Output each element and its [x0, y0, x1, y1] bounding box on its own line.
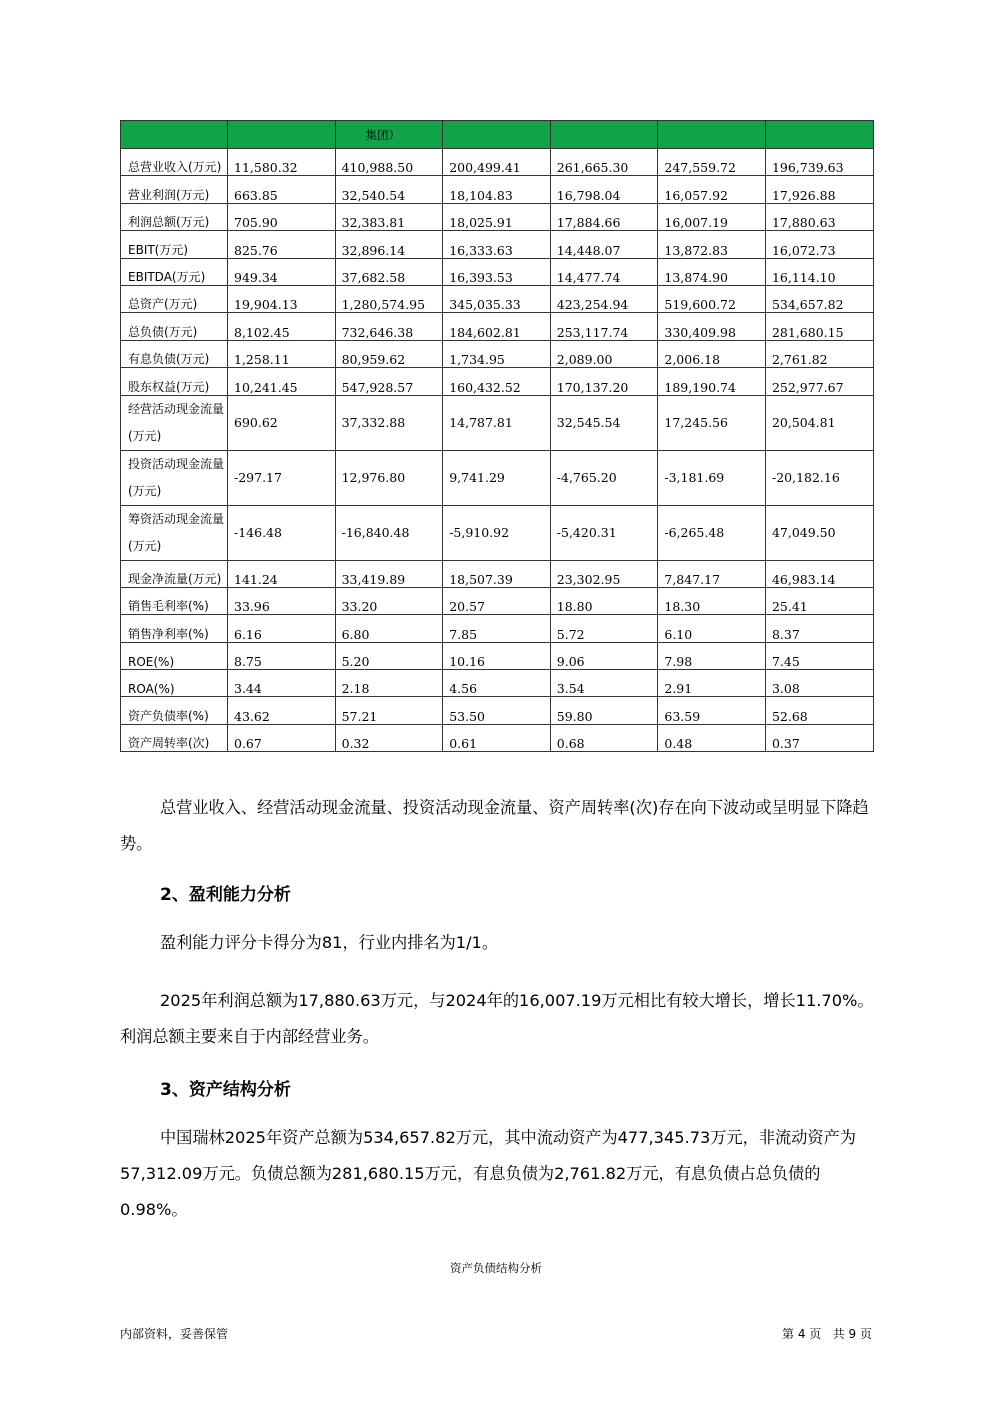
header-cell [121, 121, 228, 149]
table-cell: 19,904.13 [228, 285, 336, 312]
table-cell: 0.32 [335, 724, 443, 751]
profit-paragraph: 2025年利润总额为17,880.63万元，与2024年的16,007.19万元相比有较大增长，增长11.70%。利润总额主要来自于内部经营业务。 [120, 991, 874, 1046]
table-cell: 0.67 [228, 724, 336, 751]
table-cell: 1,280,574.95 [335, 285, 443, 312]
table-cell: 5.20 [335, 642, 443, 669]
table-cell: 253,117.74 [550, 313, 658, 340]
table-cell: 949.34 [228, 258, 336, 285]
table-cell: 43.62 [228, 697, 336, 724]
row-label: 总营业收入(万元) [121, 149, 228, 176]
table-cell: 23,302.95 [550, 560, 658, 587]
table-cell: 0.37 [765, 724, 873, 751]
table-cell: 16,114.10 [765, 258, 873, 285]
row-label: 资产负债率(%) [121, 697, 228, 724]
footer-confidential-note: 内部资料，妥善保管 [120, 1327, 229, 1341]
table-cell: 330,409.98 [658, 313, 766, 340]
table-cell: 37,682.58 [335, 258, 443, 285]
table-cell: 11,580.32 [228, 149, 336, 176]
table-cell: -20,182.16 [765, 450, 873, 505]
table-cell: 252,977.67 [765, 368, 873, 395]
table-row [121, 560, 874, 587]
table-cell: 52.68 [765, 697, 873, 724]
table-cell: 33.20 [335, 587, 443, 614]
table-cell: 9.06 [550, 642, 658, 669]
financial-indicators-table [120, 120, 874, 752]
table-cell: 53.50 [443, 697, 551, 724]
row-label: EBIT(万元) [121, 231, 228, 258]
table-cell: 663.85 [228, 176, 336, 203]
table-cell: 14,477.74 [550, 258, 658, 285]
table-cell: 170,137.20 [550, 368, 658, 395]
table-cell: 3.08 [765, 670, 873, 697]
table-cell: 37,332.88 [335, 395, 443, 450]
table-cell: 17,926.88 [765, 176, 873, 203]
table-cell: 46,983.14 [765, 560, 873, 587]
table-cell: 141.24 [228, 560, 336, 587]
table-cell: 6.80 [335, 615, 443, 642]
row-label: 投资活动现金流量(万元) [121, 450, 228, 505]
table-cell: 7.98 [658, 642, 766, 669]
table-cell: -4,765.20 [550, 450, 658, 505]
header-cell [765, 121, 873, 149]
table-cell: 0.61 [443, 724, 551, 751]
table-cell: 6.16 [228, 615, 336, 642]
table-cell: 20.57 [443, 587, 551, 614]
table-row [121, 368, 874, 395]
row-label: 利润总额(万元) [121, 203, 228, 230]
table-cell: 2.18 [335, 670, 443, 697]
table-row [121, 231, 874, 258]
table-cell: 33,419.89 [335, 560, 443, 587]
table-row [121, 697, 874, 724]
table-cell: 7,847.17 [658, 560, 766, 587]
row-label: 有息负债(万元) [121, 340, 228, 367]
table-cell: 16,057.92 [658, 176, 766, 203]
table-row [121, 285, 874, 312]
table-cell: 59.80 [550, 697, 658, 724]
row-label: 股东权益(万元) [121, 368, 228, 395]
table-cell: 16,007.19 [658, 203, 766, 230]
table-cell: -5,910.92 [443, 505, 551, 560]
row-label: 总资产(万元) [121, 285, 228, 312]
table-row [121, 587, 874, 614]
table-cell: 184,602.81 [443, 313, 551, 340]
table-cell: 6.10 [658, 615, 766, 642]
table-row [121, 258, 874, 285]
table-cell: 410,988.50 [335, 149, 443, 176]
table-cell: 18.80 [550, 587, 658, 614]
table-cell: 189,190.74 [658, 368, 766, 395]
table-cell: 534,657.82 [765, 285, 873, 312]
table-cell: 32,540.54 [335, 176, 443, 203]
table-cell: 10.16 [443, 642, 551, 669]
table-cell: 196,739.63 [765, 149, 873, 176]
table-cell: 8.75 [228, 642, 336, 669]
table-cell: -16,840.48 [335, 505, 443, 560]
summary-paragraph: 总营业收入、经营活动现金流量、投资活动现金流量、资产周转率(次)存在向下波动或呈明显下降趋势。 [120, 798, 869, 853]
table-cell: -5,420.31 [550, 505, 658, 560]
header-cell [658, 121, 766, 149]
table-cell: 17,884.66 [550, 203, 658, 230]
table-cell: 261,665.30 [550, 149, 658, 176]
table-cell: 7.85 [443, 615, 551, 642]
table-cell: 3.54 [550, 670, 658, 697]
table-cell: 547,928.57 [335, 368, 443, 395]
table-cell: 2,761.82 [765, 340, 873, 367]
row-label: ROA(%) [121, 670, 228, 697]
table-cell: 9,741.29 [443, 450, 551, 505]
table-cell: 80,959.62 [335, 340, 443, 367]
table-cell: 825.76 [228, 231, 336, 258]
table-cell: 47,049.50 [765, 505, 873, 560]
table-row [121, 340, 874, 367]
table-row [121, 670, 874, 697]
table-cell: 5.72 [550, 615, 658, 642]
table-row [121, 176, 874, 203]
table-cell: 17,245.56 [658, 395, 766, 450]
header-cell [228, 121, 336, 149]
table-cell: 32,383.81 [335, 203, 443, 230]
table-cell: 18.30 [658, 587, 766, 614]
row-label: 筹资活动现金流量(万元) [121, 505, 228, 560]
table-cell: 2,089.00 [550, 340, 658, 367]
table-cell: 519,600.72 [658, 285, 766, 312]
row-label: ROE(%) [121, 642, 228, 669]
table-cell: 8.37 [765, 615, 873, 642]
table-cell: 16,798.04 [550, 176, 658, 203]
table-cell: 32,896.14 [335, 231, 443, 258]
row-label: 销售净利率(%) [121, 615, 228, 642]
table-cell: 247,559.72 [658, 149, 766, 176]
table-cell: 18,507.39 [443, 560, 551, 587]
table-cell: 0.48 [658, 724, 766, 751]
profitability-score-paragraph: 盈利能力评分卡得分为81，行业内排名为1/1。 [160, 933, 499, 952]
table-cell: 2,006.18 [658, 340, 766, 367]
asset-structure-paragraph: 中国瑞林2025年资产总额为534,657.82万元，其中流动资产为477,345.73万元，非流动资产为57,312.09万元。负债总额为281,680.15万元，有息负债为2,761.82万元，有息负债占总负债的0.98%。 [120, 1128, 856, 1219]
table-cell: -3,181.69 [658, 450, 766, 505]
row-label: 总负债(万元) [121, 313, 228, 340]
table-cell: 16,393.53 [443, 258, 551, 285]
table-cell: 690.62 [228, 395, 336, 450]
table-cell: 18,025.91 [443, 203, 551, 230]
footer-page-number: 第 4 页 共 9 页 [782, 1327, 872, 1341]
table-row [121, 615, 874, 642]
header-cell [550, 121, 658, 149]
table-cell: 705.90 [228, 203, 336, 230]
table-cell: 8,102.45 [228, 313, 336, 340]
header-cell: 集团） [335, 121, 443, 149]
row-label: 经营活动现金流量(万元) [121, 395, 228, 450]
table-cell: 18,104.83 [443, 176, 551, 203]
table-cell: 20,504.81 [765, 395, 873, 450]
section-heading-asset-structure: 3、资产结构分析 [160, 1080, 291, 1100]
table-cell: 25.41 [765, 587, 873, 614]
row-label: 销售毛利率(%) [121, 587, 228, 614]
table-cell: 16,333.63 [443, 231, 551, 258]
table-row [121, 450, 874, 505]
table-cell: 14,787.81 [443, 395, 551, 450]
table-cell: 16,072.73 [765, 231, 873, 258]
table-body [121, 149, 874, 752]
table-cell: 33.96 [228, 587, 336, 614]
table-cell: 423,254.94 [550, 285, 658, 312]
table-cell: 160,432.52 [443, 368, 551, 395]
table-cell: -297.17 [228, 450, 336, 505]
table-row [121, 642, 874, 669]
header-cell [443, 121, 551, 149]
table-cell: 13,872.83 [658, 231, 766, 258]
table-header-row [121, 121, 874, 149]
table-cell: 32,545.54 [550, 395, 658, 450]
table-cell: 17,880.63 [765, 203, 873, 230]
table-cell: 281,680.15 [765, 313, 873, 340]
table-cell: 345,035.33 [443, 285, 551, 312]
table-cell: 732,646.38 [335, 313, 443, 340]
table-cell: 3.44 [228, 670, 336, 697]
section-heading-profitability: 2、盈利能力分析 [160, 885, 291, 905]
row-label: 资产周转率(次) [121, 724, 228, 751]
table-row [121, 505, 874, 560]
table-row [121, 203, 874, 230]
row-label: EBITDA(万元) [121, 258, 228, 285]
table-row [121, 724, 874, 751]
table-cell: -146.48 [228, 505, 336, 560]
table-cell: 10,241.45 [228, 368, 336, 395]
table-cell: -6,265.48 [658, 505, 766, 560]
table-row [121, 149, 874, 176]
table-cell: 57.21 [335, 697, 443, 724]
table-cell: 1,258.11 [228, 340, 336, 367]
table-cell: 14,448.07 [550, 231, 658, 258]
figure-caption: 资产负债结构分析 [450, 1261, 542, 1275]
table-cell: 2.91 [658, 670, 766, 697]
table-row [121, 313, 874, 340]
table-row [121, 395, 874, 450]
table-cell: 0.68 [550, 724, 658, 751]
table-cell: 12,976.80 [335, 450, 443, 505]
table-cell: 200,499.41 [443, 149, 551, 176]
table-cell: 13,874.90 [658, 258, 766, 285]
table-cell: 4.56 [443, 670, 551, 697]
row-label: 营业利润(万元) [121, 176, 228, 203]
table-cell: 1,734.95 [443, 340, 551, 367]
row-label: 现金净流量(万元) [121, 560, 228, 587]
table-cell: 7.45 [765, 642, 873, 669]
table-cell: 63.59 [658, 697, 766, 724]
